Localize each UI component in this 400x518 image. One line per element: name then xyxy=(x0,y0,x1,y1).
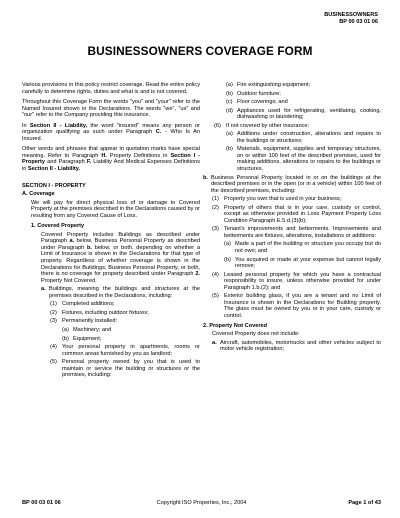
list-item: (a) Additions under construction, alterations and repairs to the buildings or structures; xyxy=(226,131,381,144)
page-title: BUSINESSOWNERS COVERAGE FORM xyxy=(87,44,313,58)
list-item: (b) Equipment; xyxy=(62,335,102,342)
form-number: BP 00 03 01 06 xyxy=(339,19,378,25)
coverage-text: We will pay for direct physical loss of or damage to Covered Property at the premises described in the Declarations caused by or resulting from any Covered Cause of Loss. xyxy=(31,199,200,219)
list-item: (2) Property of others that is in your care, custody or control, except as otherwise provided in Loss Payment Property Loss Condition Paragraph E.5.d.(3)(b); xyxy=(212,204,381,224)
list-item: (3) Permanently installed: xyxy=(50,318,118,325)
list-item: (a) Machinery; and xyxy=(62,326,112,333)
covered-property-text: Covered Property includes Buildings as described under Paragraph a. below, Business Personal Property as described under Paragraph b. below, or both, depending on whether a Limit of Insurance is shown in the Declarations for that type of property. Regardless of whether coverage is shown in the Declarations for Buildings, Business Personal Property, or both, there is no coverage for property described under Paragraph 2. Property Not Covered. xyxy=(41,231,200,284)
coverage-heading: A. Coverage xyxy=(22,191,55,198)
list-item: (1) Completed additions; xyxy=(50,301,115,308)
covered-property-heading: 1. Covered Property xyxy=(31,223,85,230)
intro-paragraph-4: Other words and phrases that appear in quotation marks have special meaning. Refer to Paragraph H. Property Definitions in Section I - Property and Paragraph F. Liability And Medical Expenses Definitions in Section II - Liability. xyxy=(22,146,200,173)
business-personal-property-item: b. Business Personal Property located in or on the buildings at the described premises or in the open (or in a vehicle) within 100 feet of the described premises, including: xyxy=(203,174,381,194)
list-item: (b) You acquired or made at your expense but cannot legally remove; xyxy=(224,256,381,270)
form-name: BUSINESSOWNERS xyxy=(324,12,378,18)
bpp-items-list xyxy=(203,196,381,319)
building-items-list xyxy=(22,301,200,378)
list-item: (a) Fire extinguishing equipment; xyxy=(226,82,311,88)
list-item: (1) Property you own that is used in your business; xyxy=(212,196,342,203)
right-column xyxy=(203,82,381,355)
list-item: (d) Appliances used for refrigerating, ventilating, cooking, dishwashing or laundering; xyxy=(226,107,381,121)
list-item: (b) Materials, equipment, supplies and temporary structures, on or within 100 feet of the described premises, used for making additions, alterations or repairs to the buildings or structures. xyxy=(226,146,381,173)
list-item: (4) Leased personal property for which you have a contractual responsibility to insure, unless otherwise provided for under Paragraph 1.b.(2); and xyxy=(212,271,381,291)
aircraft-item: a. Aircraft, automobiles, motortrucks and other vehicles subject to motor vehicle registration; xyxy=(212,339,381,353)
form-header xyxy=(324,12,378,26)
footer-copyright: Copyright ISO Properties, Inc., 2004 xyxy=(156,500,247,506)
left-column xyxy=(22,82,200,381)
list-item: (5) Personal property owned by you that is used to maintain or service the building or structures or the premises, including: xyxy=(50,359,200,379)
property-not-covered-text: Covered Property does not include: xyxy=(212,331,300,338)
section-heading: SECTION I - PROPERTY xyxy=(22,182,86,189)
list-item: (3) Tenant's improvements and betterments. Improvements and betterments are fixtures, alterations, installations or additions: xyxy=(212,226,381,239)
list-item: (b) Outdoor furniture; xyxy=(226,90,281,97)
footer-page-number: Page 1 of 43 xyxy=(348,500,381,506)
building-property-sublist xyxy=(203,82,381,121)
list-item: (c) Floor coverings; and xyxy=(226,99,288,106)
property-not-covered-heading: 2. Property Not Covered xyxy=(203,322,268,329)
list-item: (a) Made a part of the building or structure you occupy but do not own; and xyxy=(224,241,381,255)
intro-paragraph-2: Throughout this Coverage Form the words "you" and "your" refer to the Named Insured shown in the Declarations. The words "we", "us" and "our" refer to the Company providing this insurance. xyxy=(22,99,200,119)
footer-form-number: BP 00 03 01 06 xyxy=(22,500,61,506)
list-item: (2) Fixtures, including outdoor fixtures; xyxy=(50,309,149,316)
buildings-item: a. Buildings, meaning the buildings and structures at the premises described in the Declarations, including: xyxy=(41,286,200,299)
list-item: (6) If not covered by other insurance: xyxy=(214,122,310,129)
intro-paragraph-3: In Section II - Liability, the word "insured" means any person or organization qualifying as such under Paragraph C. - Who Is An Insured. xyxy=(22,122,200,142)
construction-sublist xyxy=(203,131,381,172)
list-item: (4) Your personal property in apartments, rooms or common areas furnished by you as landlord; xyxy=(50,344,200,357)
intro-paragraph-1: Various provisions in this policy restrict coverage. Read the entire policy carefully to determine rights, duties and what is and is not covered. xyxy=(22,82,200,95)
list-item: (5) Exterior building glass, if you are a tenant and no Limit of Insurance is shown in the Declarations for Building property. The glass must be owned by you or in your care, custody or control. xyxy=(212,293,381,319)
